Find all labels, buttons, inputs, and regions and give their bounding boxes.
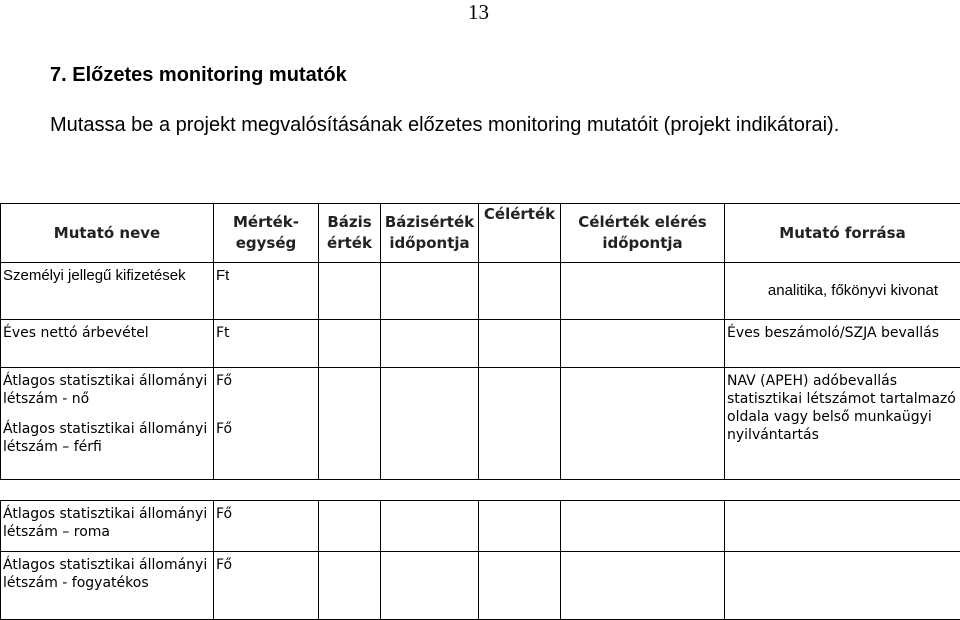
page-number: 13 [468,0,489,25]
row-base-date [381,552,479,620]
row-unit: Ft [214,263,319,320]
row-target-date [561,368,725,480]
row-base-date [381,320,479,368]
row-unit: Fő [216,420,316,438]
col-header-name: Mutató neve [1,204,214,263]
row-target-value [479,320,561,368]
row-base-date [381,263,479,320]
row-unit: Ft [214,320,319,368]
row-source: NAV (APEH) adóbevallás statisztikai létszámot tartalmazó oldala vagy belső munkaügyi nyilvántartás [725,368,960,480]
table-row [1,368,960,480]
row-base-value [319,263,381,320]
row-source [725,501,960,552]
table-gap [1,480,960,501]
row-target-date [561,320,725,368]
section-title: 7. Előzetes monitoring mutatók [50,64,347,87]
col-header-base-value: Bázis érték [319,204,381,263]
row-name: Éves nettó árbevétel [1,320,214,368]
table-row [1,552,960,620]
row-target-date [561,263,725,320]
spacer-row [1,480,960,501]
row-source: analitika, főkönyvi kivonat [725,263,960,320]
col-header-target-value: Célérték [479,204,561,263]
table-row [1,263,960,320]
row-base-value [319,501,381,552]
row-unit: Fő [214,552,319,620]
table-row [1,320,960,368]
row-target-value [479,263,561,320]
row-base-value [319,320,381,368]
row-base-value [319,552,381,620]
col-header-base-date: Bázisérték időpontja [381,204,479,263]
row-name: Átlagos statisztikai állományi létszám – roma [1,501,214,552]
header-row [1,204,960,263]
intro-text: Mutassa be a projekt megvalósításának előzetes monitoring mutatóit (projekt indikátorai). [50,114,914,137]
table-row [1,501,960,552]
row-name: Átlagos statisztikai állományi létszám - nő [3,372,211,408]
row-unit-group [214,368,319,480]
row-base-date [381,501,479,552]
row-name: Átlagos statisztikai állományi létszám - fogyatékos [1,552,214,620]
row-unit: Fő [216,372,316,390]
row-name: Személyi jellegű kifizetések [1,263,214,320]
row-target-date [561,501,725,552]
row-source: Éves beszámoló/SZJA bevallás [725,320,960,368]
row-name: Átlagos statisztikai állományi létszám – férfi [3,420,211,456]
row-base-value [319,368,381,480]
row-base-date [381,368,479,480]
col-header-source: Mutató forrása [725,204,960,263]
col-header-target-date: Célérték elérés időpontja [561,204,725,263]
row-target-value [479,552,561,620]
col-header-unit: Mérték-egység [214,204,319,263]
row-target-value [479,501,561,552]
monitoring-table [0,203,960,620]
row-target-date [561,552,725,620]
row-name-group [1,368,214,480]
row-source [725,552,960,620]
row-unit: Fő [214,501,319,552]
row-target-value [479,368,561,480]
